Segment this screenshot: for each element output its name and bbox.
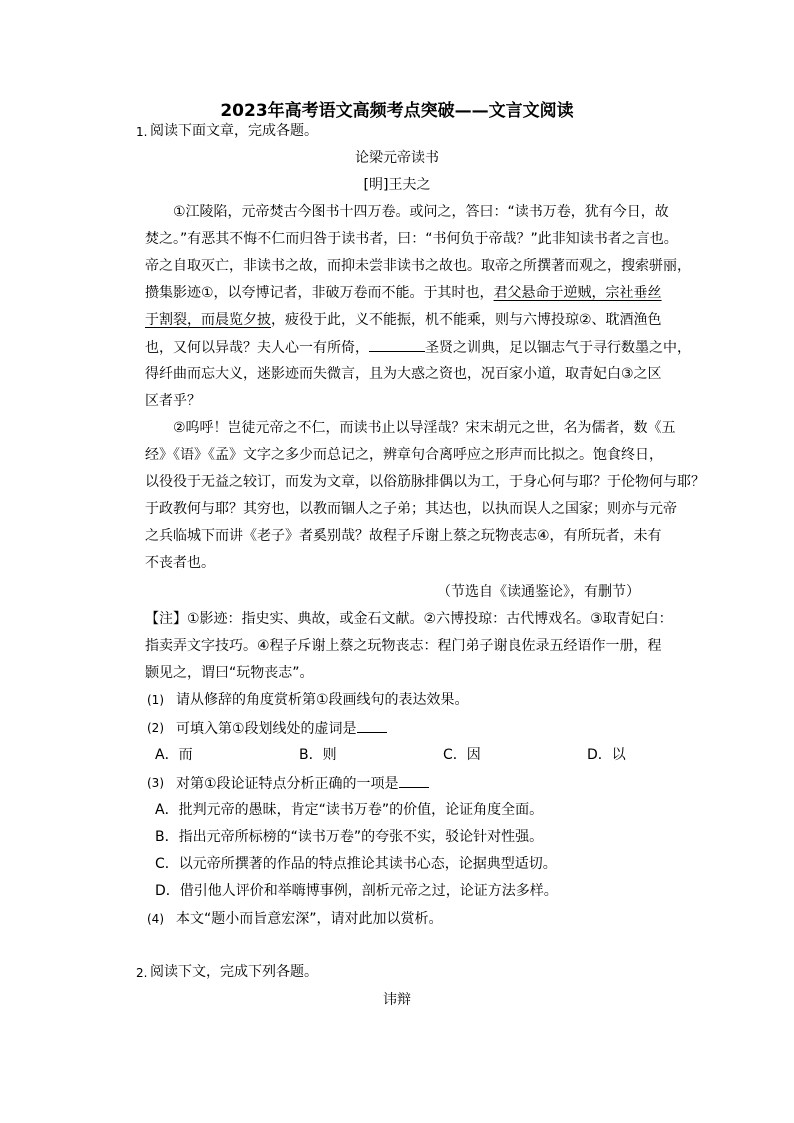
sub3-option-d: D．借引他人评价和举嗨博事例，剖析元帝之过，论证方法多样。 — [155, 883, 558, 899]
sub3-text — [176, 773, 429, 794]
answer-blank — [357, 718, 387, 733]
p1-line-6-text-b: 圣贤之训典，足以锢志气于寻行数墨之中， — [425, 340, 691, 356]
document-title: 2023年高考语文高频考点突破——文言文阅读 — [220, 101, 574, 121]
p1-line-6-text-a: 也，又何以异哉？夫人心一有所倚， — [145, 340, 369, 356]
p2-line-1: ②呜呼！岂徒元帝之不仁，而读书止以导淫哉？宋末胡元之世，名为儒者，数《五 — [173, 420, 676, 436]
p2-line-2: 经》《语》《孟》文字之多少而总记之，辨章句合离呼应之形声而比拟之。饱食终日， — [145, 447, 663, 463]
p1-line-5-text: ，疲役于此，义不能振，机不能乘，则与六博投琼②、耽酒渔色 — [271, 312, 662, 328]
sub3-number: (3) — [147, 776, 164, 790]
article-author: [明]王夫之 — [363, 177, 431, 193]
sub2-text — [176, 718, 387, 739]
answer-blank — [399, 773, 429, 788]
p1-line-4-text: 攒集影迹①，以夸博记者，非破万卷而不能。于其时也， — [145, 285, 494, 301]
sub1-number: (1) — [147, 693, 164, 707]
question-1-number: 1. — [136, 125, 148, 139]
p2-line-5: 之兵临城下而讲《老子》者奚别哉？故程子斥谢上蔡之玩物丧志④，有所玩者，未有 — [145, 528, 662, 544]
sub4-text: 本文“题小而旨意宏深”，请对此加以赏析。 — [176, 911, 443, 927]
p1-line-5 — [145, 310, 662, 330]
p2-line-6: 不丧者也。 — [145, 555, 215, 571]
sub2-number: (2) — [147, 721, 164, 735]
p1-line-2: 焚之。”有恶其不悔不仁而归咎于读书者，曰：“书何负于帝哉？”此非知读书者之言也。 — [145, 231, 678, 247]
sub4-number: (4) — [147, 912, 164, 926]
question-2-number: 2. — [136, 966, 148, 980]
p1-line-6 — [145, 337, 691, 358]
note-line-1: 【注】①影迹：指史实、典故，或金石文献。②六博投琼：古代博戏名。③取青妃白： — [145, 611, 673, 627]
sub1-text: 请从修辞的角度赏析第①段画线句的表达效果。 — [176, 692, 469, 708]
p1-line-4 — [145, 283, 662, 303]
p2-line-3: 以役役于无益之较订，而发为文章，以俗筋脉排偶以为工，于身心何与耶？于伦物何与耶？ — [145, 474, 705, 490]
p1-line-1: ①江陵陷，元帝焚古今图书十四万卷。或问之，答曰：“读书万卷，犹有今日，故 — [173, 204, 669, 220]
sub3-option-c: C．以元帝所撰著的作品的特点推论其读书心态，论据典型适切。 — [155, 856, 557, 872]
article-title: 论梁元帝读书 — [355, 150, 439, 166]
sub2-option-c: C．因 — [443, 747, 481, 763]
note-line-2: 指卖弄文字技巧。④程子斥谢上蔡之玩物丧志：程门弟子谢良佐录五经语作一册，程 — [145, 638, 662, 654]
sub2-option-d: D．以 — [587, 747, 626, 763]
p1-line-3: 帝之自取灭亡，非读书之故，而抑未尝非读书之故也。取帝之所撰著而观之，搜索骈丽， — [145, 258, 691, 274]
fill-in-blank — [369, 337, 425, 352]
underlined-sentence-part-2: 于割裂，而晨览夕披 — [145, 312, 271, 328]
sub3-question: 对第①段论证特点分析正确的一项是 — [176, 776, 399, 792]
sub3-option-b: B．指出元帝所标榜的“读书万卷”的夸张不实，驳论针对性强。 — [155, 829, 544, 845]
p1-line-7: 得纤曲而忘大义，迷影迹而失微言，且为大惑之资也，况百家小道，取青妃白③之区 — [145, 366, 662, 382]
note-line-3: 颢见之，谓曰“玩物丧志”。 — [145, 665, 314, 681]
sub2-option-b: B．则 — [299, 747, 337, 763]
sub2-option-a: A．而 — [155, 747, 193, 763]
sub2-question: 可填入第①段划线处的虚词是 — [176, 721, 357, 737]
question-2-prompt: 阅读下文，完成下列各题。 — [150, 964, 318, 980]
sub3-option-a: A．批判元帝的愚昧，肯定“读书万卷”的价值，论证角度全面。 — [155, 802, 544, 818]
p2-line-4: 于政教何与耶？其穷也，以教而锢人之子弟；其达也，以执而误人之国家；则亦与元帝 — [145, 501, 677, 517]
p1-line-8: 区者乎？ — [145, 393, 201, 409]
question-1-prompt: 阅读下面文章，完成各题。 — [150, 123, 318, 139]
source-citation: （节选自《读通鉴论》，有删节） — [437, 584, 640, 600]
article-2-title: 讳辩 — [383, 992, 411, 1008]
underlined-sentence-part-1: 君父悬命于逆贼，宗社垂丝 — [493, 285, 662, 301]
